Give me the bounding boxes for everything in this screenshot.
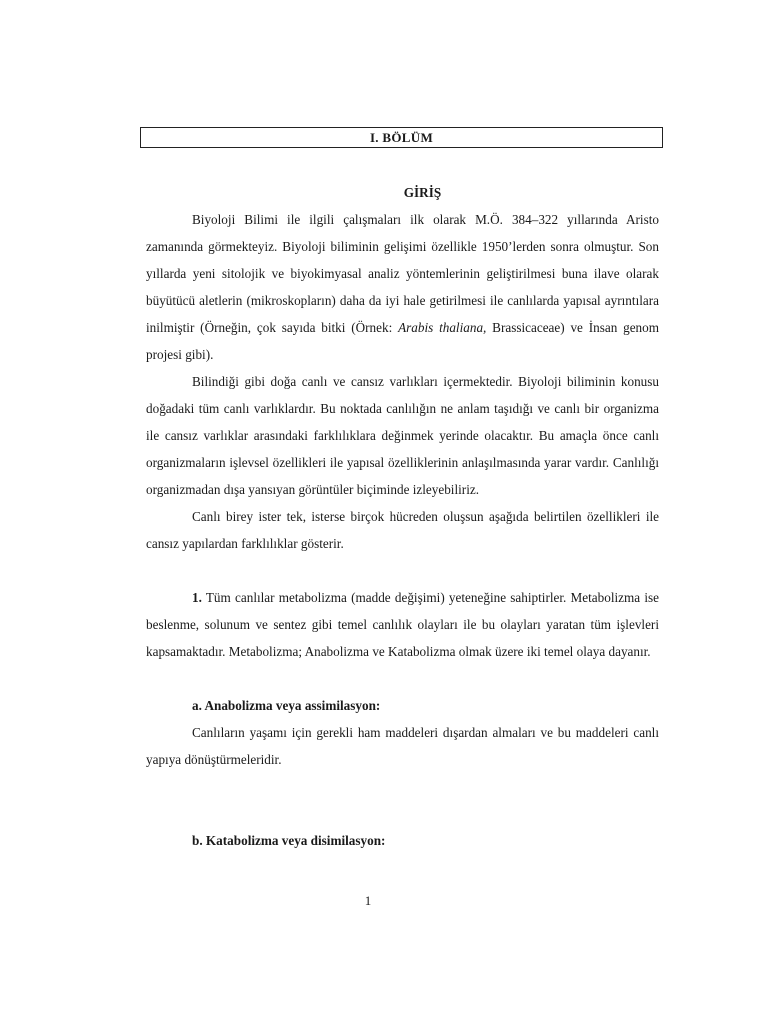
spacer bbox=[146, 665, 659, 692]
paragraph-nature: Bilindiği gibi doğa canlı ve cansız varlıkları içermektedir. Biyoloji biliminin konusu doğadaki tüm canlı varlıklardır. Bu noktada canlılığın ne anlam taşıdığı ve canlı bir organizma ile cansız varlıklar arasındaki farklılıklara değinmek yerinde olacaktır. Bu amaçla önce canlı organizmaların işlevsel özellikleri ile yapısal özelliklerinin anlaşılmasında yarar vardır. Canlılığı organizmadan dışa yansıyan görüntüler biçiminde izleyebiliriz. bbox=[146, 374, 659, 497]
list-item-number: 1. bbox=[192, 590, 202, 605]
list-item-text: Tüm canlılar metabolizma (madde değişimi) yeteneğine sahiptirler. Metabolizma ise beslenme, solunum ve sentez gibi temel canlılık olayları ile bu olayları yaratan tüm işlevleri kapsamaktadır. Metabolizma; Anabolizma ve Katabolizma olmak üzere iki temel olaya dayanır. bbox=[146, 590, 659, 659]
section-title: GİRİŞ bbox=[403, 185, 442, 200]
spacer bbox=[146, 773, 659, 800]
paragraph-intro bbox=[146, 206, 659, 368]
spacer bbox=[146, 800, 659, 827]
paragraph-intro-end: Brassicaceae) ve İnsan genom projesi gibi). bbox=[146, 320, 659, 362]
document-body bbox=[146, 179, 659, 854]
chapter-title: I. BÖLÜM bbox=[369, 130, 434, 145]
chapter-title-box bbox=[140, 127, 663, 148]
spacer bbox=[146, 557, 659, 584]
page-number: 1 bbox=[364, 893, 372, 908]
species-name: Arabis thaliana, bbox=[398, 320, 487, 335]
subheading-catabolism: b. Katabolizma veya disimilasyon: bbox=[192, 833, 386, 848]
subheading-anabolism: a. Anabolizma veya assimilasyon: bbox=[192, 698, 381, 713]
paragraph-anabolism: Canlıların yaşamı için gerekli ham maddeleri dışardan almaları ve bu maddeleri canlı yapıya dönüştürmeleridir. bbox=[146, 725, 659, 767]
list-item-metabolism bbox=[146, 584, 659, 665]
paragraph-properties: Canlı birey ister tek, isterse birçok hücreden oluşsun aşağıda belirtilen özellikleri ile cansız yapılardan farklılıklar gösterir. bbox=[146, 509, 659, 551]
paragraph-intro-text: Biyoloji Bilimi ile ilgili çalışmaları ilk olarak M.Ö. 384–322 yıllarında Aristo zamanında görmekteyiz. Biyoloji biliminin gelişimi özellikle 1950’lerden sonra olmuştur. Son yıllarda yeni sitolojik ve biyokimyasal analiz yöntemlerinin geliştirilmesi buna ilave olarak büyütücü aletlerin (mikroskopların) daha da iyi hale getirilmesi ile canlılarda yapısal ayrıntılara inilmiştir (Örneğin, çok sayıda bitki (Örnek: bbox=[146, 212, 659, 335]
